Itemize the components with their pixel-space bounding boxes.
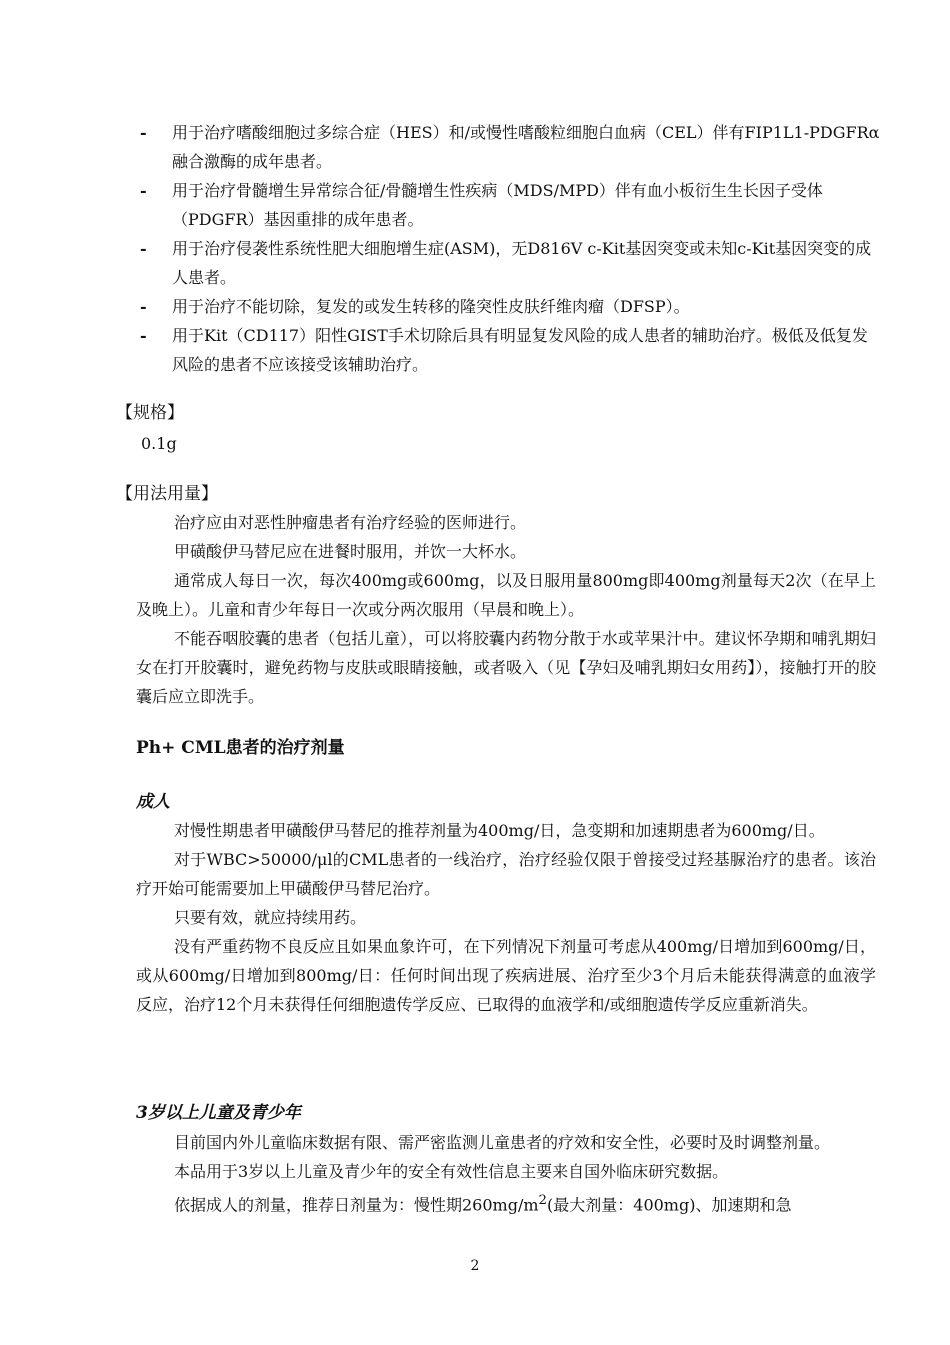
paragraph: 只要有效，就应持续用药。 xyxy=(174,908,367,927)
bullet-dash: - xyxy=(140,123,147,142)
adult-heading: 成人 xyxy=(136,792,170,812)
dosage-body xyxy=(136,508,876,711)
paragraph: 不能吞咽胶囊的患者（包括儿童），可以将胶囊内药物分散于水或苹果汁中。建议怀孕期和哺乳期妇女在打开胶囊时，避免药物与皮肤或眼睛接触，或者吸入（见【孕妇及哺乳期妇女用药】），接触打开的胶囊后应立即洗手。 xyxy=(136,629,876,706)
paragraph: 对于WBC>50000/μl的CML患者的一线治疗，治疗经验仅限于曾接受过羟基脲治疗的患者。该治疗开始可能需要加上甲磺酸伊马替尼治疗。 xyxy=(136,850,876,898)
spec-heading: 【规格】 xyxy=(116,403,184,423)
paragraph: 对慢性期患者甲磺酸伊马替尼的推荐剂量为400mg/日，急变期和加速期患者为600mg/日。 xyxy=(174,821,825,840)
indication-text: 用于治疗侵袭性系统性肥大细胞增生症(ASM)，无D816V c-Kit基因突变或未知c-Kit基因突变的成人患者。 xyxy=(172,239,872,287)
list-item xyxy=(140,321,880,379)
dosage-heading: 【用法用量】 xyxy=(116,484,218,504)
list-item xyxy=(140,292,880,321)
adult-body xyxy=(136,816,876,1019)
bullet-dash: - xyxy=(140,326,147,345)
paragraph: 没有严重药物不良反应且如果血象许可，在下列情况下剂量可考虑从400mg/日增加到600mg/日，或从600mg/日增加到800mg/日：任何时间出现了疾病进展、治疗至少3个月后未能获得满意的血液学反应，治疗12个月未获得任何细胞遗传学反应、已取得的血液学和/或细胞遗传学反应重新消失。 xyxy=(136,937,876,1014)
list-item xyxy=(140,118,880,176)
indication-text: 用于治疗嗜酸细胞过多综合症（HES）和/或慢性嗜酸粒细胞白血病（CEL）伴有FIP1L1-PDGFRα融合激酶的成年患者。 xyxy=(172,123,880,171)
children-heading: 3岁以上儿童及青少年 xyxy=(136,1103,301,1123)
paragraph: 治疗应由对恶性肿瘤患者有治疗经验的医师进行。 xyxy=(174,513,527,532)
children-body xyxy=(136,1128,876,1219)
bullet-dash: - xyxy=(140,239,147,258)
superscript-two: 2 xyxy=(538,1193,548,1208)
indication-text: 用于Kit（CD117）阳性GIST手术切除后具有明显复发风险的成人患者的辅助治疗。极低及低复发风险的患者不应该接受该辅助治疗。 xyxy=(172,326,868,374)
paragraph: 通常成人每日一次，每次400mg或600mg，以及日服用量800mg即400mg剂量每天2次（在早上及晚上）。儿童和青少年每日一次或分两次服用（早晨和晚上）。 xyxy=(136,571,876,619)
bullet-dash: - xyxy=(140,297,147,316)
paragraph: 甲磺酸伊马替尼应在进餐时服用，并饮一大杯水。 xyxy=(174,542,527,561)
cml-heading: Ph+ CML患者的治疗剂量 xyxy=(136,738,345,758)
paragraph: 本品用于3岁以上儿童及青少年的安全有效性信息主要来自国外临床研究数据。 xyxy=(174,1162,729,1181)
indication-list xyxy=(140,118,880,379)
dose-text-start: 依据成人的剂量，推荐日剂量为：慢性期260mg/m xyxy=(174,1195,539,1215)
paragraph xyxy=(136,1186,876,1219)
dose-text-end: (最大剂量：400mg)、加速期和急 xyxy=(547,1195,792,1215)
bullet-dash: - xyxy=(140,181,147,200)
page-number: 2 xyxy=(470,1258,480,1274)
indication-text: 用于治疗不能切除，复发的或发生转移的隆突性皮肤纤维肉瘤（DFSP）。 xyxy=(172,297,690,316)
list-item xyxy=(140,234,880,292)
indication-text: 用于治疗骨髓增生异常综合征/骨髓增生性疾病（MDS/MPD）伴有血小板衍生生长因子受体（PDGFR）基因重排的成年患者。 xyxy=(172,181,823,229)
list-item xyxy=(140,176,880,234)
paragraph: 目前国内外儿童临床数据有限、需严密监测儿童患者的疗效和安全性，必要时及时调整剂量。 xyxy=(174,1133,831,1152)
spec-value: 0.1g xyxy=(141,434,177,453)
